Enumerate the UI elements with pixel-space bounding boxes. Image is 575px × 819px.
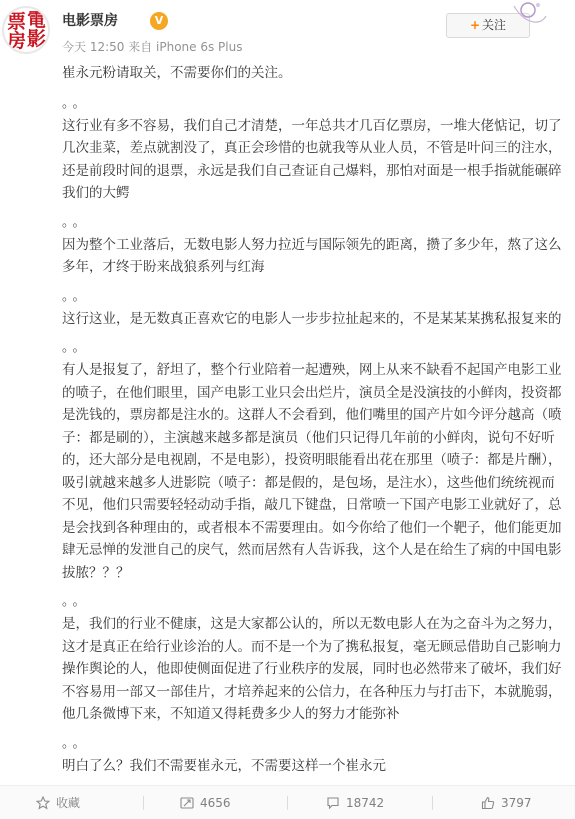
favorite-button[interactable]: [36, 786, 126, 819]
like-count: 3797: [501, 796, 532, 810]
repost-icon: [180, 796, 194, 810]
avatar-char: 電: [27, 9, 47, 31]
action-bar: [0, 785, 575, 819]
post-paragraph: 这行这业，是无数真正喜欢它的电影人一步步拉扯起来的，不是某某某携私报复来的: [62, 310, 562, 327]
paragraph-separator: 。。: [62, 288, 90, 304]
follow-label: 关注: [482, 18, 507, 32]
repost-button[interactable]: [180, 786, 270, 819]
divider: [432, 796, 433, 810]
post-paragraph: 崔永元粉请取关，不需要你们的关注。: [62, 65, 292, 81]
decoration-icon: [500, 0, 550, 30]
divider: [143, 796, 144, 810]
comment-button[interactable]: [326, 786, 416, 819]
post-header: [0, 0, 575, 60]
avatar-char: 票: [7, 11, 27, 33]
post-paragraph: 是，我们的行业不健康，这是大家都公认的，所以无数电影人在为之奋斗为之努力，这才是真正在给行业诊治的人。而不是一个为了携私报复，毫无顾忌借助自己影响力操作舆论的人，他即使侧面促进了行业秩序的发展，同时也必然带来了破坏，我们好不容易用一部又一部佳片，才培养起来的公信力，在各种压力与打击下，本就脆弱，他几条微博下来，不知道又得耗费多少人的努力才能弥补: [62, 616, 562, 722]
thumbs-up-icon: [481, 796, 495, 810]
paragraph-separator: 。。: [62, 340, 90, 355]
post-paragraph: 明白了么？我们不需要崔永元，不需要这样一个崔永元: [62, 757, 386, 774]
post-meta: 今天 12:50 来自 iPhone 6s Plus: [62, 40, 243, 54]
comment-count: 18742: [346, 796, 385, 810]
favorite-label: 收藏: [56, 796, 81, 810]
avatar-char: 房: [7, 30, 27, 52]
post-paragraph: 有人是报复了，舒坦了，整个行业陪着一起遭殃，网上从来不缺看不起国产电影工业的喷子，在他们眼里，国产电影工业只会出烂片，演员全是没演技的小鲜肉，投资都是洗钱的，票房都是注水的。这群人不会看到，他们嘴里的国产片如今评分越高（喷子：都是刷的），主演越来越多都是演员（他们只记得几年前的小鲜肉，说句不好听的，还大部分是电视剧，不是电影），投资明眼能看出花在那里（喷子：都是片酬），吸引就越来越多人进影院（喷子：都是假的，是包场，是注水），这些他们统统视而不见，他们只需要轻轻动动手指，敲几下键盘，日常喷一下国产电影工业就好了，总是会找到各种理由的，或者根本不需要理由。如今你给了他们一个靶子，他们能更加肆无忌惮的发泄自己的戾气，然而居然有人告诉我，这个人是在给生了病的中国电影拔脓？？？: [62, 362, 562, 581]
comment-icon: [326, 796, 340, 810]
star-icon: [36, 796, 50, 810]
user-name[interactable]: 电影票房: [62, 13, 118, 29]
avatar-char: 影: [27, 28, 47, 50]
avatar[interactable]: [2, 6, 50, 54]
plus-icon: +: [469, 18, 481, 32]
post-content: [62, 62, 562, 777]
post-paragraph: 因为整个工业落后，无数电影人努力拉近与国际领先的距离，攒了多少年，熬了这么多年，才终于盼来战狼系列与红海: [62, 236, 562, 275]
vip-badge-icon: V: [150, 12, 168, 30]
post-paragraph: 这行业有多不容易，我们自己才清楚，一年总共才几百亿票房，一堆大佬惦记，切了几次韭菜，差点就割没了，真正会珍惜的也就我等从业人员，不管是叶问三的注水，还是前段时间的退票，永远是我们自己查证自己爆料，那怕对面是一根手指就能碾碎我们的大鳄: [62, 117, 562, 201]
paragraph-separator: 。。: [62, 214, 90, 230]
like-button[interactable]: [481, 786, 561, 819]
paragraph-separator: 。。: [62, 735, 90, 751]
divider: [287, 796, 288, 810]
paragraph-separator: 。。: [62, 95, 90, 111]
paragraph-separator: 。。: [62, 594, 90, 609]
repost-count: 4656: [200, 796, 231, 810]
